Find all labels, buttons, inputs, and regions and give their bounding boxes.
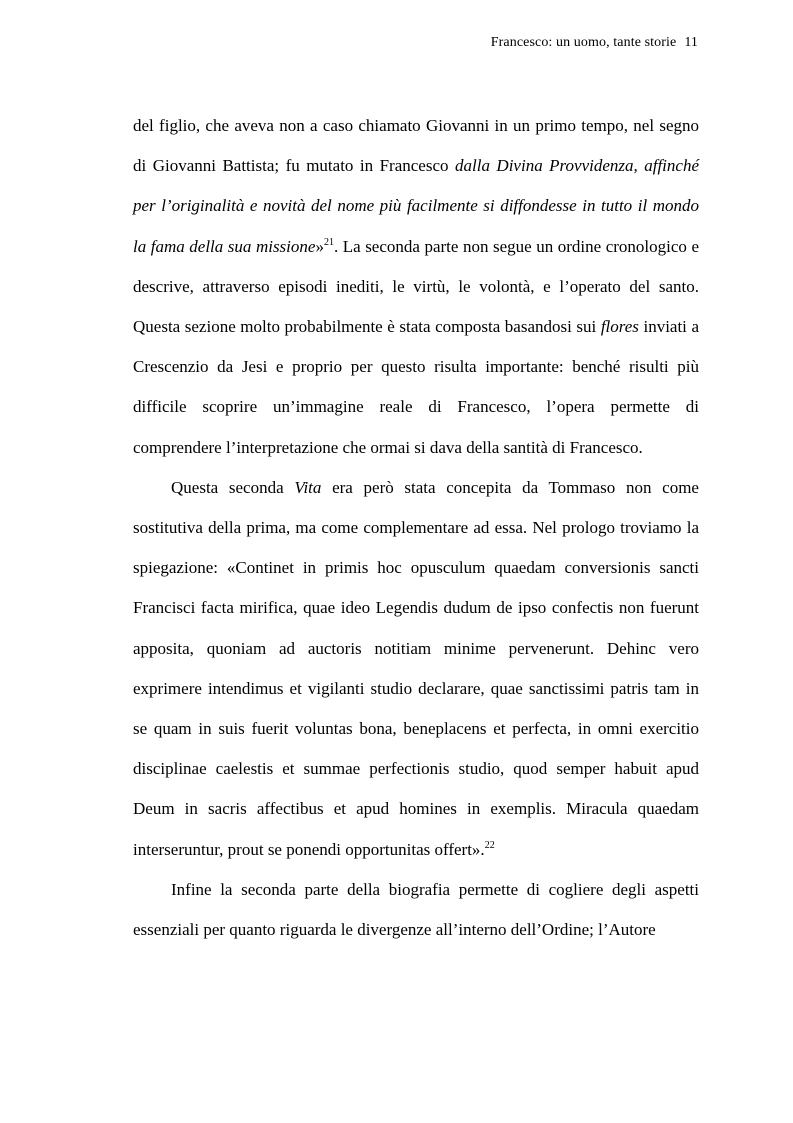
footnote-ref: 21 (323, 236, 334, 248)
page-number: 11 (684, 35, 698, 50)
text-run: era però stata concepita da Tommaso non come sostitutiva della prima, ma come complementare ad essa. Nel prologo troviamo la spiegazione: «Continet in primis hoc opusculum quaedam conversionis sancti Francisci facta mirifica, quae ideo Legendis dudum de ipso confectis non fuerunt apposita, quoniam ad auctoris notitiam minime pervenerunt. Dehinc vero exprimere intendimus et vigilanti studio declarare, quae sanctissimi patris tam in se quam in suis fuerit voluntas bona, beneplacens et perfecta, in omni exercitio disciplinae caelestis et summae perfectionis studio, quod semper habuit apud Deum in sacris affectibus et apud homines in exemplis. Miracula quaedam interseruntur, prout se ponendi opportunitas offert». (133, 477, 699, 859)
text-run: . La seconda parte non segue un ordine cronologico e descrive, attraverso episodi inediti, le virtù, le volontà, e l’operato del santo. Questa sezione molto probabilmente è stata composta basandosi sui (133, 236, 699, 337)
running-header (491, 35, 698, 51)
text-run: Questa seconda (171, 477, 295, 497)
paragraph (133, 106, 699, 468)
running-title: Francesco: un uomo, tante storie (490, 35, 677, 50)
paragraph (133, 468, 699, 870)
paragraph (133, 870, 699, 950)
text-run: del figlio, che aveva non a caso chiamato Giovanni in un primo tempo, nel segno di Giovanni Battista; fu mutato in Francesco (133, 116, 699, 176)
footnote-ref: 22 (484, 839, 495, 851)
italic-run: dalla Divina Provvidenza, affinché per l’originalità e novità del nome più facilmente si diffondesse in tutto il mondo la fama della sua missione (133, 156, 699, 256)
italic-run: flores (600, 317, 639, 337)
text-run: inviati a Crescenzio da Jesi e proprio per questo risulta importante: benché risulti più difficile scoprire un’immagine reale di Francesco, l’opera permette di comprendere l’interpretazione che ormai si dava della santità di Francesco. (133, 317, 700, 457)
text-run: Infine la seconda parte della biografia permette di cogliere degli aspetti essenziali per quanto riguarda le divergenze all’interno dell’Ordine; l’Autore (133, 879, 699, 940)
text-run: » (315, 236, 324, 256)
body-text (133, 106, 699, 950)
italic-run: Vita (294, 477, 322, 497)
